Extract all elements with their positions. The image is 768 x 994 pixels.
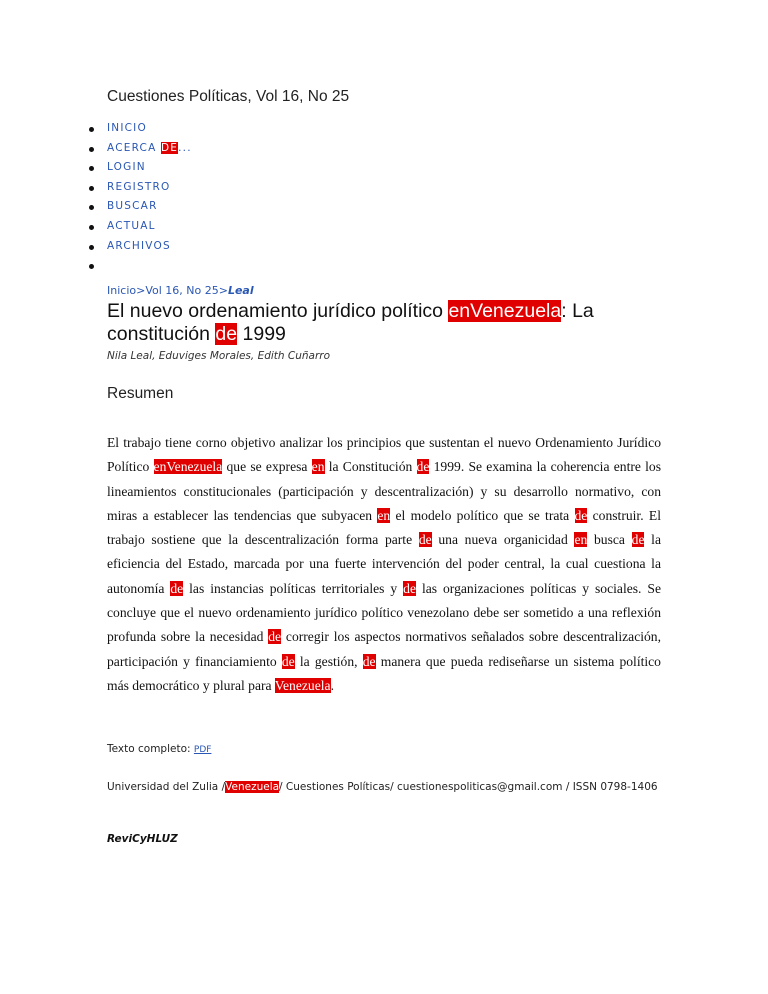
nav-menu	[107, 119, 192, 276]
abstract-segment: una nueva organicidad	[431, 532, 575, 548]
breadcrumb-separator-2: >	[218, 284, 228, 297]
abstract-segment: el modelo político que se trata	[390, 507, 575, 523]
abstract-segment: las organizaciones políticas y sociales. Se concluye que el nuevo ordenamiento jurídico político venezolano debe ser sometido a una reflexión profunda sobre la necesidad	[107, 580, 662, 645]
nav-item-login[interactable]	[107, 158, 192, 178]
abstract-segment: construir. El trabajo sostiene que la descentralización forma parte	[107, 507, 661, 548]
journal-title: Cuestiones Políticas, Vol 16, No 25	[107, 88, 350, 105]
abstract-segment: El trabajo tiene corno objetivo analizar los principios que sustentan el nuevo Ordenamiento Jurídico Político	[107, 435, 661, 475]
nav-link-acerca-suffix: ...	[178, 141, 192, 154]
title-segment: El nuevo ordenamiento jurídico político	[107, 300, 449, 322]
abstract-segment: corregir los aspectos normativos señalados sobre descentralización, participación y financiamiento	[107, 629, 661, 669]
abstract-highlight: de	[281, 653, 295, 669]
nav-link-acerca-label: ACERCA	[107, 141, 161, 154]
fulltext-label: Texto completo:	[107, 743, 194, 755]
abstract-segment: la gestión,	[294, 653, 363, 669]
nav-link-actual[interactable]: ACTUAL	[107, 219, 156, 232]
nav-link-acerca[interactable]	[107, 142, 192, 154]
abstract-highlight: en	[377, 507, 391, 523]
abstract-heading: Resumen	[107, 385, 174, 402]
breadcrumb-issue-link[interactable]: Vol 16, No 25	[145, 284, 219, 297]
abstract-highlight: en	[574, 532, 588, 548]
nav-item-archivos[interactable]	[107, 237, 192, 257]
abstract-segment: la eficiencia del Estado, marcada por una fuerte intervención del poder central, la cual cuestiona la autonomía	[107, 532, 661, 596]
abstract-highlight: de	[403, 580, 416, 596]
nav-link-acerca-highlight: DE	[161, 141, 179, 154]
breadcrumb-separator: >	[136, 284, 146, 297]
nav-item-acerca[interactable]	[107, 139, 192, 159]
nav-link-buscar[interactable]: BUSCAR	[107, 200, 158, 213]
title-segment: : La constitución	[107, 300, 594, 345]
title-highlight: enVenezuela	[448, 300, 562, 322]
nav-link-registro[interactable]: REGISTRO	[107, 180, 171, 193]
footer-text	[107, 779, 667, 796]
article-authors: Nila Leal, Eduviges Morales, Edith Cuñarro	[107, 350, 331, 362]
abstract-highlight: de	[170, 580, 184, 596]
abstract-segment: 1999. Se examina la coherencia entre los lineamientos constitucionales (participación y descentralización) y su desarrollo normativo, con miras a establecer las tendencias que subyacen	[107, 459, 662, 523]
fulltext-row	[107, 743, 211, 755]
abstract-segment: que se expresa	[222, 459, 312, 475]
nav-item-inicio[interactable]	[107, 119, 192, 139]
nav-item-actual[interactable]	[107, 217, 192, 237]
footer-highlight: Venezuela	[225, 781, 280, 793]
nav-link-inicio[interactable]: INICIO	[107, 122, 147, 134]
abstract-highlight: de	[631, 532, 645, 548]
abstract-segment: la Constitución	[324, 459, 417, 475]
nav-link-login[interactable]: LOGIN	[107, 161, 146, 174]
abstract-text	[107, 431, 661, 698]
abstract-highlight: de	[268, 629, 282, 645]
title-segment: 1999	[237, 323, 286, 345]
breadcrumb-current-link[interactable]: Leal	[227, 284, 254, 297]
abstract-highlight: de	[362, 653, 376, 669]
brand-name: ReviCyHLUZ	[107, 833, 178, 845]
nav-link-archivos[interactable]: ARCHIVOS	[107, 239, 171, 252]
breadcrumb	[107, 284, 254, 297]
nav-item-registro[interactable]	[107, 178, 192, 198]
footer-segment: Universidad del Zulia /	[107, 781, 226, 793]
abstract-highlight: Venezuela	[274, 677, 331, 693]
article-title	[107, 300, 667, 346]
abstract-segment: manera que pueda rediseñarse un sistema político más democrático y plural para	[107, 653, 661, 693]
abstract-highlight: de	[574, 507, 588, 523]
abstract-highlight: enVenezuela	[153, 459, 223, 475]
abstract-segment: las instancias políticas territoriales y	[183, 580, 404, 596]
pdf-link[interactable]: PDF	[193, 745, 212, 755]
abstract-highlight: en	[311, 459, 325, 475]
abstract-segment: .	[330, 677, 334, 693]
nav-item-buscar[interactable]	[107, 197, 192, 217]
breadcrumb-home-link[interactable]: Inicio	[107, 284, 137, 297]
title-highlight: de	[215, 323, 238, 345]
abstract-highlight: de	[416, 459, 430, 475]
abstract-highlight: de	[418, 532, 432, 548]
abstract-segment: busca	[587, 532, 632, 548]
nav-item-empty	[107, 256, 192, 276]
footer-segment: / Cuestiones Políticas/ cuestionespoliticas@gmail.com / ISSN 0798-1406	[279, 781, 658, 793]
